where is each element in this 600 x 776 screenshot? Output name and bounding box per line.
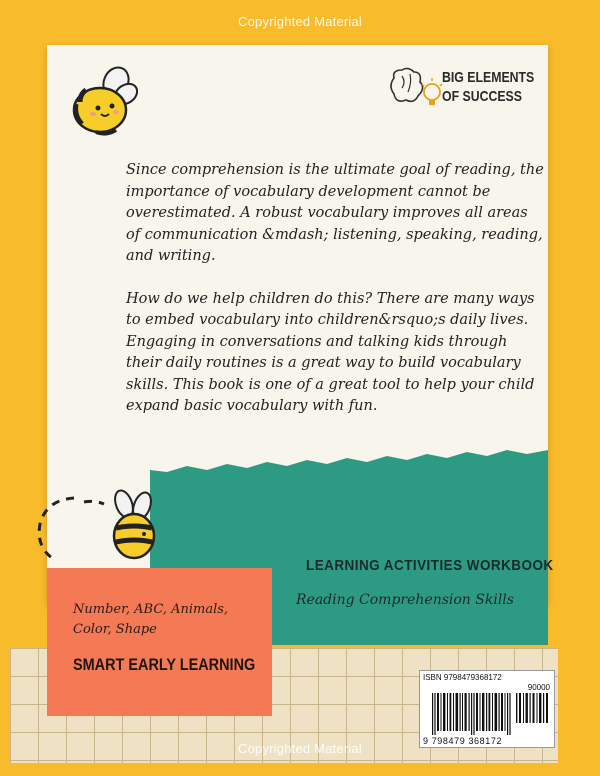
topics-list (73, 600, 228, 640)
isbn-digits: 9 798479 368172 (423, 736, 503, 746)
logo-line-2: OF SUCCESS (442, 88, 522, 105)
watermark-bottom: Copyrighted Material (238, 741, 362, 756)
description-paragraph-2: How do we help children do this? There are many ways to embed vocabulary into children&rsquo;s daily lives. Engaging in conversations and talking kids through their daily routines is a great way to build vocabulary skills. This book is one of a great tool to help your child expand basic vocabulary with fun. (126, 290, 535, 414)
torn-paper-edge (47, 440, 548, 480)
description-paragraph-1: Since comprehension is the ultimate goal of reading, the importance of vocabulary development cannot be overestimated. A robust vocabulary improves all areas of communication &mdash; listening, speaking, reading, and writing. (126, 162, 544, 264)
watermark-top: Copyrighted Material (238, 14, 362, 29)
isbn-barcode (419, 670, 555, 748)
orange-panel (47, 568, 272, 716)
bee-icon (66, 64, 138, 142)
topics-line-1: Number, ABC, Animals, (73, 602, 229, 617)
isbn-label: ISBN 9798479368172 (423, 673, 502, 682)
workbook-subtitle: Reading Comprehension Skills (296, 592, 514, 608)
barcode-bars-icon (432, 693, 512, 735)
workbook-title: LEARNING ACTIVITIES WORKBOOK (306, 557, 554, 574)
bee-icon (34, 488, 164, 578)
logo-wordmark (442, 68, 534, 106)
topics-line-2: Color, Shape (73, 622, 157, 637)
barcode-addon-bars-icon (516, 693, 550, 723)
logo-line-1: BIG ELEMENTS (442, 69, 535, 86)
price-code: 90000 (527, 683, 550, 692)
series-title: SMART EARLY LEARNING (73, 655, 256, 674)
description (126, 160, 546, 439)
